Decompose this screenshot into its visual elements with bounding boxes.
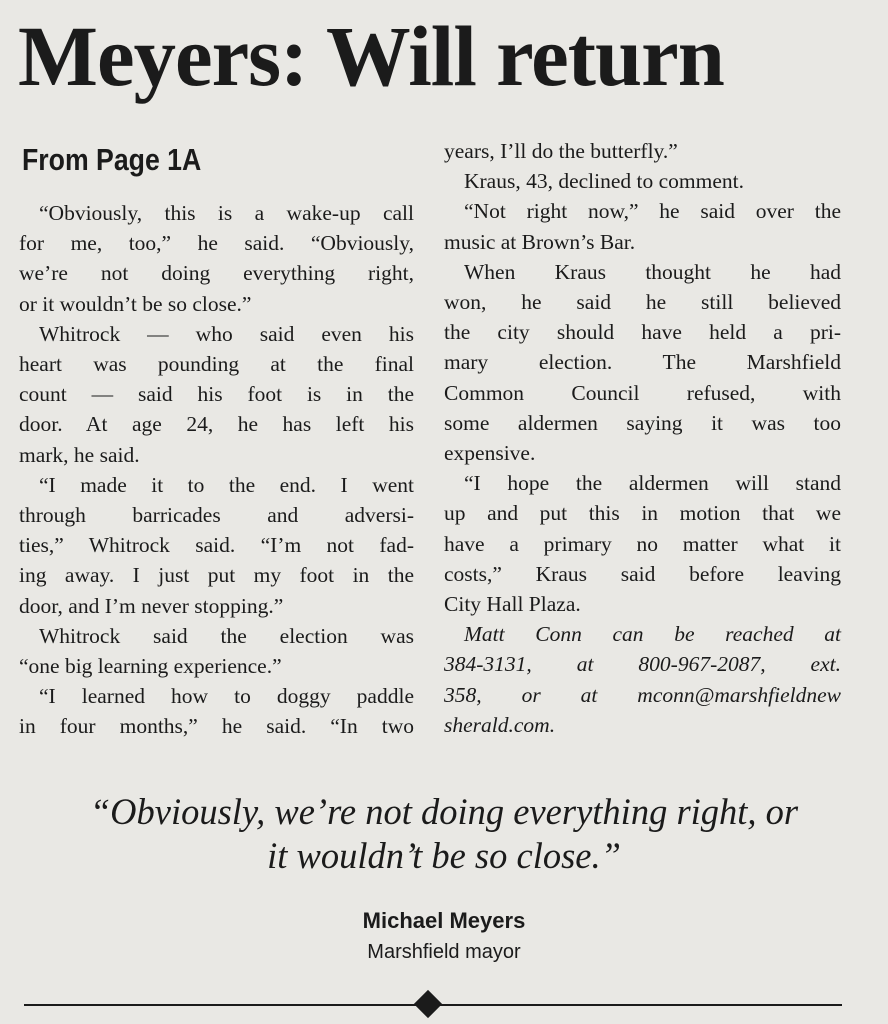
article-text-line: “one big learning experience.” (19, 654, 282, 679)
article-text-line: expensive. (444, 441, 536, 466)
article-text-line: “I made it to the end. I went (39, 472, 414, 497)
diamond-ornament-icon (414, 990, 442, 1018)
article-text-line: we’re not doing everything right, (19, 261, 414, 286)
article-text-line: music at Brown’s Bar. (444, 229, 636, 254)
jump-line: From Page 1A (22, 142, 202, 177)
article-text-line: door. At age 24, he has left his (19, 412, 414, 437)
article-text-line: When Kraus thought he had (464, 259, 841, 284)
byline-contact-line: Matt Conn can be reached at (464, 622, 841, 647)
article-text-line: Whitrock said the election was (39, 623, 414, 648)
pull-quote (30, 790, 858, 878)
article-text-line: costs,” Kraus said before leaving (444, 561, 841, 586)
article-text-line: City Hall Plaza. (444, 592, 581, 617)
article-text-line: have a primary no matter what it (444, 531, 841, 556)
byline-contact-line: 384-3131, at 800-967-2087, ext. (444, 652, 841, 677)
article-text-line: through barricades and adversi- (19, 503, 414, 528)
article-text-line: for me, too,” he said. “Obviously, (19, 231, 414, 256)
article-text-line: or it wouldn’t be so close.” (19, 291, 252, 316)
article-column-right (444, 136, 841, 740)
article-text-line: “Not right now,” he said over the (464, 199, 841, 224)
article-text-line: “I learned how to doggy paddle (39, 684, 414, 709)
headline: Meyers: Will return (18, 8, 724, 104)
article-text-line: mark, he said. (19, 442, 140, 467)
pull-quote-line: “Obviously, we’re not doing everything right, or (89, 791, 799, 832)
article-text-line: years, I’ll do the butterfly.” (444, 139, 678, 163)
byline-contact-line: sherald.com. (444, 712, 556, 737)
article-text-line: some aldermen saying it was too (444, 410, 841, 435)
pull-quote-attribution-title: Marshfield mayor (367, 941, 521, 963)
article-text-line: ing away. I just put my foot in the (19, 563, 414, 588)
article-text-line: door, and I’m never stopping.” (19, 593, 284, 618)
article-text-line: Kraus, 43, declined to comment. (464, 169, 745, 194)
article-column-left (19, 198, 414, 742)
article-text-line: ties,” Whitrock said. “I’m not fad- (19, 533, 414, 558)
pull-quote-line: it wouldn’t be so close.” (267, 835, 621, 876)
article-text-line: Whitrock — who said even his (39, 321, 414, 346)
article-text-line: won, he said he still believed (444, 290, 841, 315)
pull-quote-attribution-name: Michael Meyers (362, 908, 526, 933)
article-text-line: up and put this in motion that we (444, 501, 841, 526)
article-text-line: Common Council refused, with (444, 380, 841, 405)
article-text-line: “Obviously, this is a wake-up call (39, 201, 414, 225)
article-text-line: mary election. The Marshfield (444, 350, 841, 375)
article-text-line: “I hope the aldermen will stand (464, 471, 841, 496)
byline-contact-line: 358, or at mconn@marshfieldnew (444, 682, 841, 707)
article-text-line: in four months,” he said. “In two (19, 714, 414, 739)
article-text-line: count — said his foot is in the (19, 382, 414, 407)
article-text-line: the city should have held a pri- (444, 320, 841, 345)
article-text-line: heart was pounding at the final (19, 352, 414, 377)
